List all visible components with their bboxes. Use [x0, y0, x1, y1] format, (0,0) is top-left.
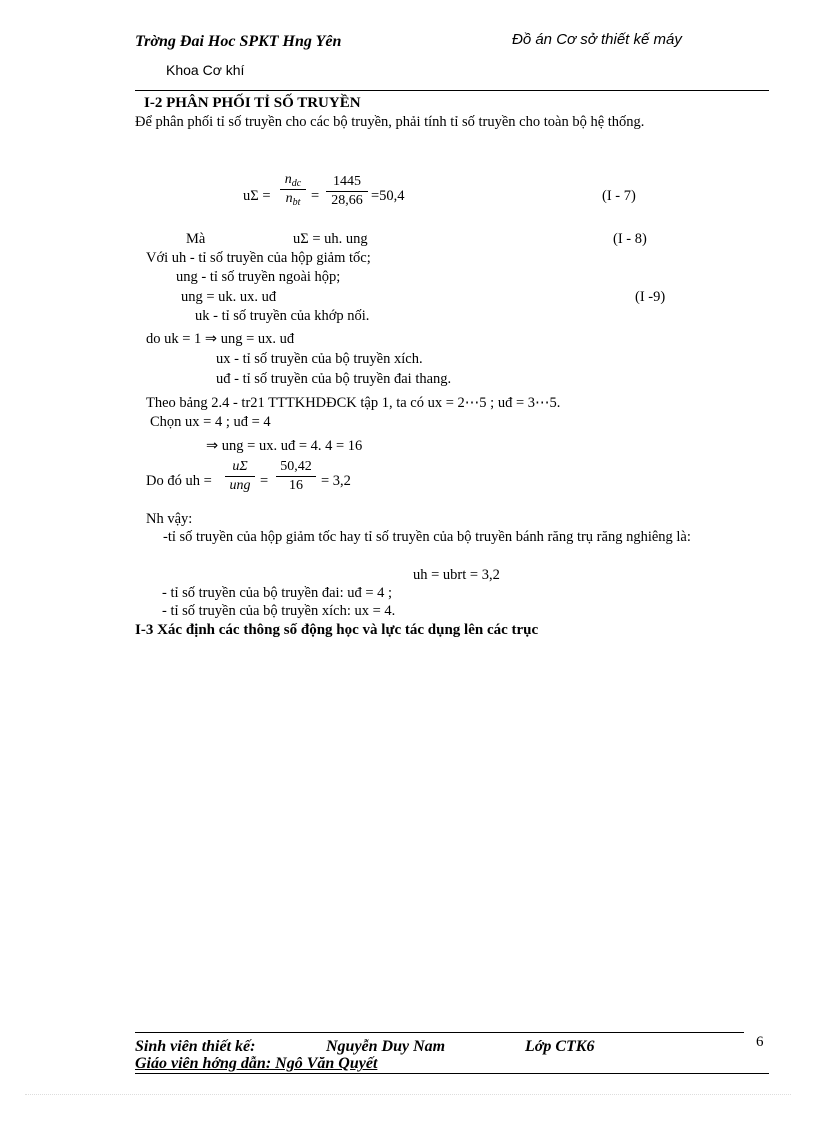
- eq7-fraction-speed: $n_{dc}$ $n_{bt}$: [280, 172, 306, 207]
- def-uk: uk - tỉ số truyền của khớp nối.: [195, 308, 370, 324]
- footer-class: Lớp CTK6: [525, 1038, 595, 1055]
- summary-item-belt: - tỉ số truyền của bộ truyền đai: uđ = 4 ;: [162, 585, 393, 601]
- eq7-fraction-values: $\frac{1445}{28,66}$: [326, 174, 368, 209]
- page-bottom-dotted-line: [25, 1094, 791, 1095]
- choose-values: Chọn ux = 4 ; uđ = 4: [150, 414, 271, 430]
- eq9-label: (I -9): [635, 289, 666, 305]
- eq7-lhs: uΣ =: [243, 188, 271, 204]
- project-title: Đồ án Cơ sở thiết kế máy: [512, 31, 682, 48]
- uh-result: = 3,2: [321, 473, 351, 489]
- summary-uh: uh = ubrt = 3,2: [413, 567, 500, 583]
- def-ux: ux - tỉ số truyền của bộ truyền xích.: [216, 351, 423, 367]
- summary-item-chain: - tỉ số truyền của bộ truyền xích: ux = 4.: [162, 603, 396, 619]
- uh-prefix: Do đó uh =: [146, 473, 212, 489]
- eq7-equals: =: [311, 188, 320, 204]
- footer-teacher: Giáo viên hớng dẫn: Ngô Văn Quyết: [135, 1055, 378, 1072]
- summary-paragraph: -tỉ số truyền của hộp giảm tốc hay tỉ số truyền của bộ truyền bánh răng trụ răng nghiêng là:: [163, 529, 691, 545]
- ung-result: ⇒ ung = ux. uđ = 4. 4 = 16: [206, 438, 363, 454]
- uh-equals: =: [260, 473, 269, 489]
- uh-fraction-symbols: uΣ ung: [225, 459, 255, 494]
- eq8-ma: Mà: [186, 231, 206, 247]
- eq8-label: (I - 8): [613, 231, 647, 247]
- school-name: Trờng Đai Hoc SPKT Hng Yên: [135, 33, 342, 50]
- faculty-name: Khoa Cơ khí: [166, 62, 245, 78]
- eq9-expr: ung = uk. ux. uđ: [181, 289, 277, 305]
- def-uh: Với uh - tỉ số truyền của hộp giảm tốc;: [146, 250, 371, 266]
- page-number: 6: [756, 1034, 764, 1050]
- def-ud: uđ - tỉ số truyền của bộ truyền đai thang.: [216, 371, 452, 387]
- table-reference: Theo bảng 2.4 - tr21 TTTKHDĐCK tập 1, ta có ux = 2⋯5 ; uđ = 3⋯5.: [146, 395, 561, 411]
- footer-rule-top: [135, 1032, 744, 1033]
- def-ung: ung - tỉ số truyền ngoài hộp;: [176, 269, 341, 285]
- header-rule: [135, 90, 769, 91]
- eq7-label: (I - 7): [602, 188, 636, 204]
- summary-title: Nh vậy:: [146, 511, 193, 527]
- footer-student-label: Sinh viên thiết kế:: [135, 1038, 256, 1055]
- def-uk-result: do uk = 1 ⇒ ung = ux. uđ: [146, 331, 295, 347]
- section-heading-i2: I-2 PHÂN PHỐI TỈ SỐ TRUYỀN: [144, 95, 361, 111]
- footer-rule-bottom: [135, 1073, 769, 1074]
- uh-fraction-values: $\frac{50,42}{16}$: [276, 459, 316, 494]
- footer-student-name: Nguyễn Duy Nam: [326, 1038, 446, 1055]
- eq7-result: =50,4: [371, 188, 405, 204]
- section-heading-i3: I-3 Xác định các thông số động học và lực tác dụng lên các trục: [135, 622, 539, 638]
- intro-paragraph: Để phân phối tỉ số truyền cho các bộ truyền, phải tính tỉ số truyền cho toàn bộ hệ thống.: [135, 114, 645, 130]
- eq8-expr: uΣ = uh. ung: [293, 231, 368, 247]
